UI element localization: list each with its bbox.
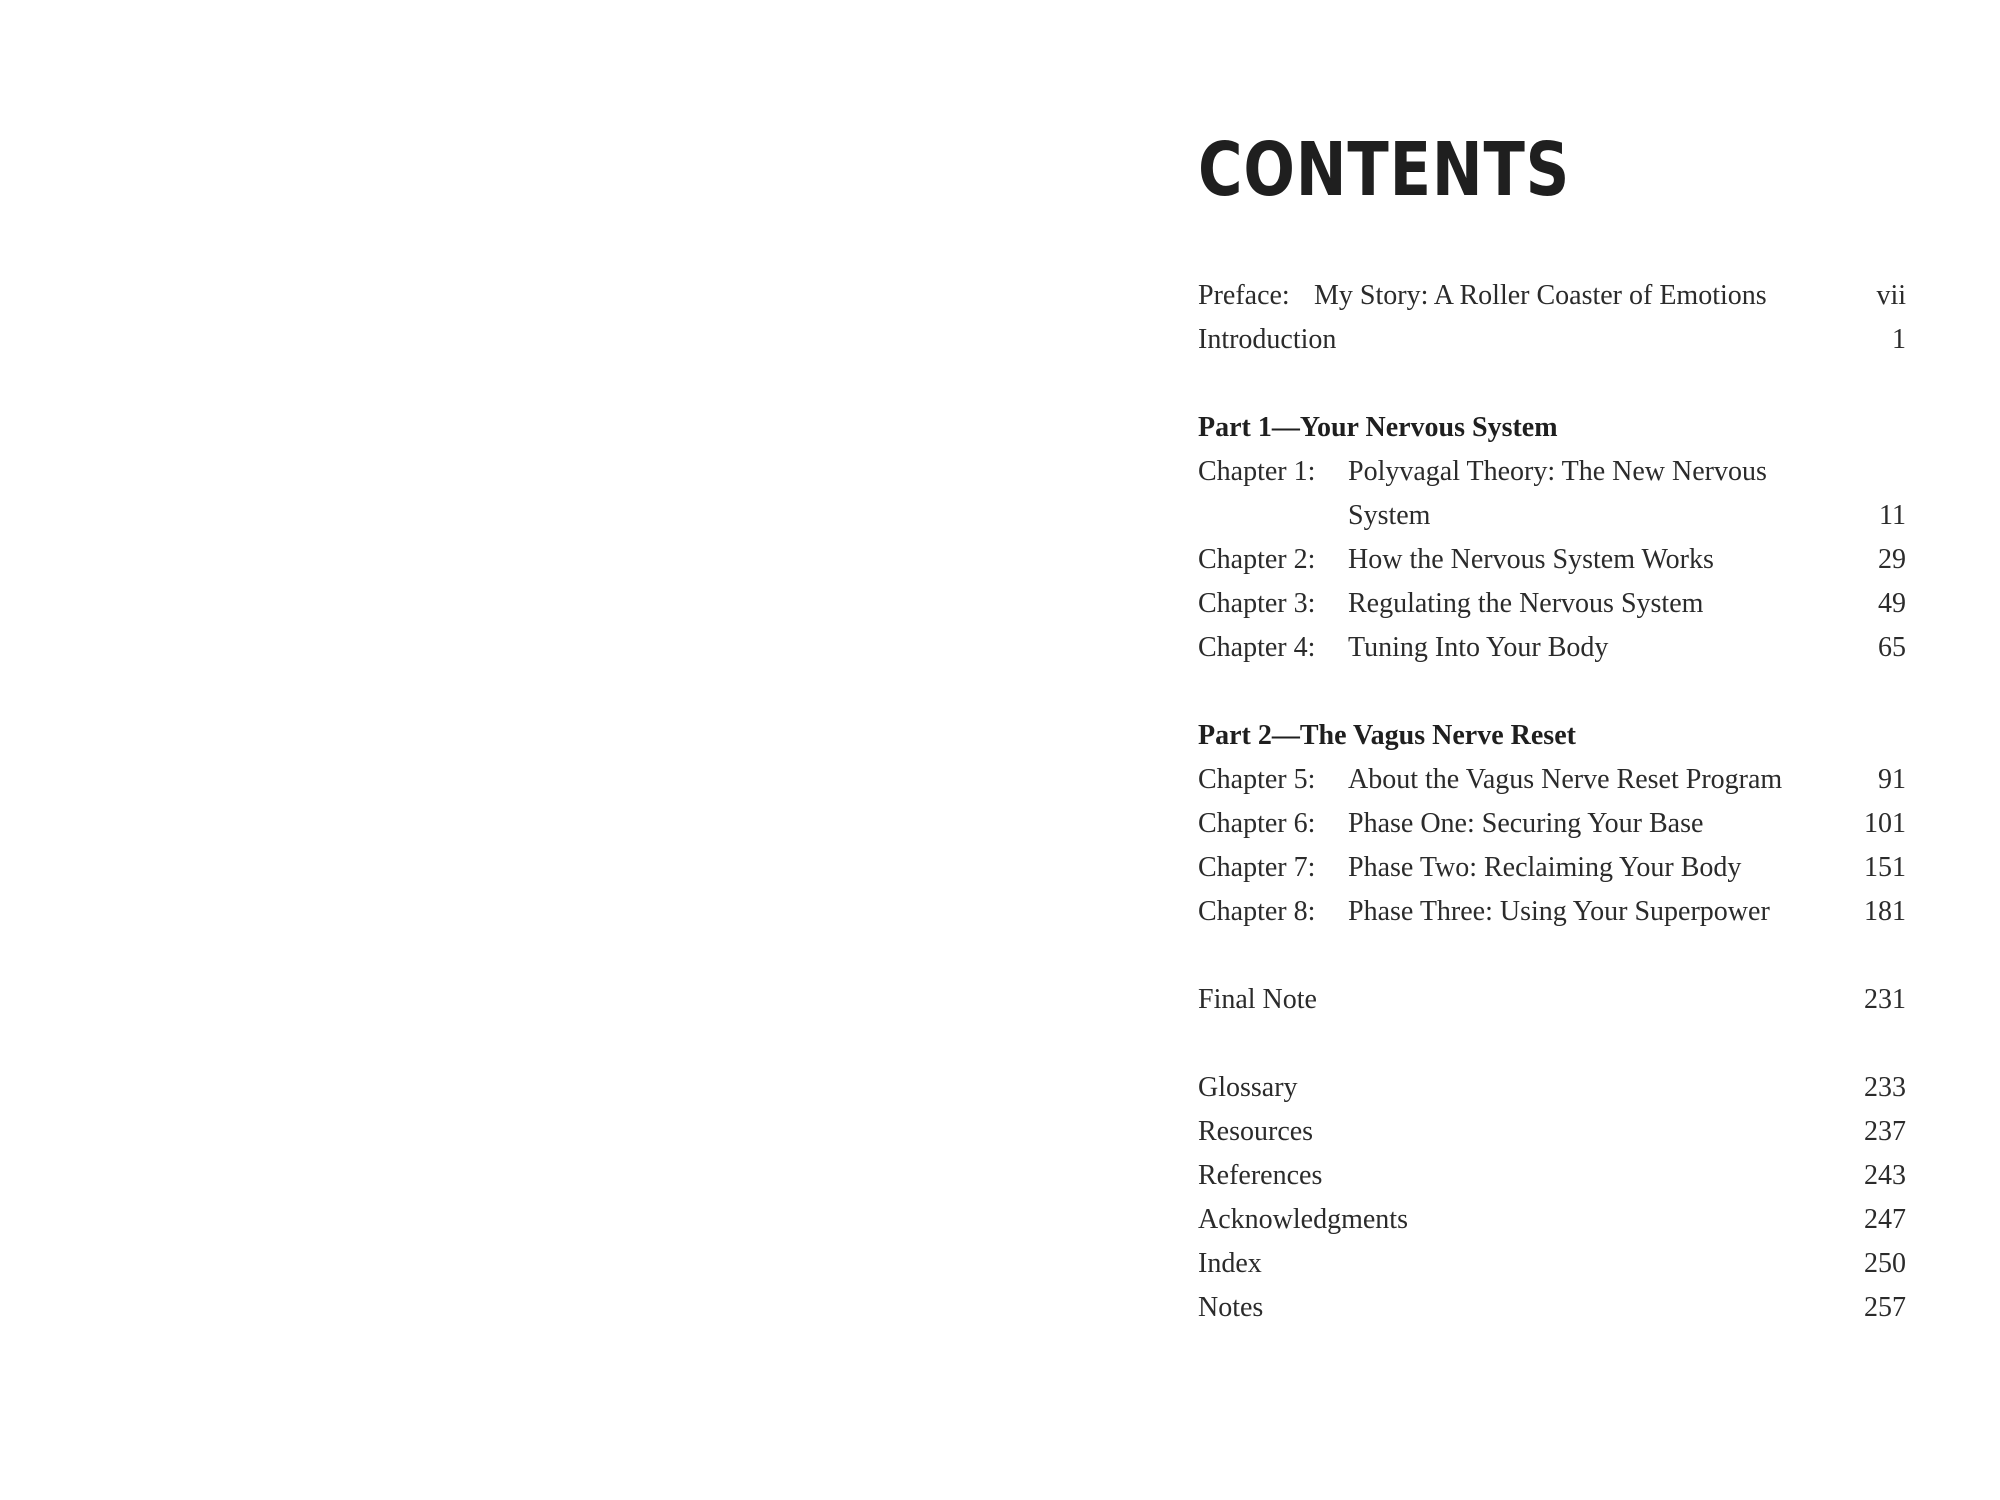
spacer [1198, 670, 1906, 714]
entry-label: Chapter 1: [1198, 456, 1316, 487]
entry-page-number: 49 [1878, 588, 1906, 619]
entry-page-number: 29 [1878, 544, 1906, 575]
entry-title: Glossary [1198, 1072, 1298, 1103]
toc-entry-glossary[interactable] [1198, 1066, 1906, 1110]
toc-entry-chapter-7[interactable] [1198, 846, 1906, 890]
entry-page-number: vii [1876, 280, 1906, 311]
entry-title: Phase Two: Reclaiming Your Body [1348, 852, 1742, 883]
part-title: Part 1—Your Nervous System [1198, 412, 1558, 443]
toc-entry-chapter-6[interactable] [1198, 802, 1906, 846]
toc-entry-chapter-8[interactable] [1198, 890, 1906, 934]
entry-title: References [1198, 1160, 1323, 1191]
entry-page-number: 65 [1878, 632, 1906, 663]
toc-entry-chapter-4[interactable] [1198, 626, 1906, 670]
entry-page-number: 11 [1879, 500, 1906, 531]
entry-title: Tuning Into Your Body [1348, 632, 1609, 663]
entry-title: Phase One: Securing Your Base [1348, 808, 1704, 839]
entry-title: How the Nervous System Works [1348, 544, 1714, 575]
toc-entry-chapter-1-continued[interactable] [1198, 494, 1906, 538]
entry-page-number: 257 [1864, 1292, 1906, 1323]
entry-page-number: 250 [1864, 1248, 1906, 1279]
entry-label: Chapter 4: [1198, 632, 1316, 663]
entry-page-number: 151 [1864, 852, 1906, 883]
toc-entry-preface[interactable] [1198, 274, 1906, 318]
part-title: Part 2—The Vagus Nerve Reset [1198, 720, 1576, 751]
toc-entry-final-note[interactable] [1198, 978, 1906, 1022]
spacer [1198, 1022, 1906, 1066]
toc-entry-chapter-3[interactable] [1198, 582, 1906, 626]
entry-title: Acknowledgments [1198, 1204, 1408, 1235]
entry-label: Preface: [1198, 280, 1290, 311]
entry-page-number: 1 [1892, 324, 1906, 355]
page-title: CONTENTS [1198, 127, 1571, 213]
entry-title: Notes [1198, 1292, 1264, 1323]
entry-page-number: 101 [1864, 808, 1906, 839]
entry-label: Chapter 3: [1198, 588, 1316, 619]
entry-title: My Story: A Roller Coaster of Emotions [1314, 280, 1767, 311]
entry-label: Chapter 2: [1198, 544, 1316, 575]
toc-entry-chapter-5[interactable] [1198, 758, 1906, 802]
entry-title: Final Note [1198, 984, 1317, 1015]
toc-entry-chapter-2[interactable] [1198, 538, 1906, 582]
entry-page-number: 237 [1864, 1116, 1906, 1147]
table-of-contents [1198, 274, 1906, 1330]
entry-title: Index [1198, 1248, 1262, 1279]
entry-title: About the Vagus Nerve Reset Program [1348, 764, 1783, 795]
entry-label: Chapter 5: [1198, 764, 1316, 795]
entry-title: Introduction [1198, 324, 1337, 355]
entry-page-number: 247 [1864, 1204, 1906, 1235]
entry-label: Chapter 8: [1198, 896, 1316, 927]
entry-page-number: 91 [1878, 764, 1906, 795]
toc-entry-notes[interactable] [1198, 1286, 1906, 1330]
toc-entry-resources[interactable] [1198, 1110, 1906, 1154]
entry-label: Chapter 6: [1198, 808, 1316, 839]
part-heading-2 [1198, 714, 1906, 758]
spacer [1198, 362, 1906, 406]
part-heading-1 [1198, 406, 1906, 450]
entry-page-number: 231 [1864, 984, 1906, 1015]
entry-title: Resources [1198, 1116, 1314, 1147]
entry-page-number: 181 [1864, 896, 1906, 927]
toc-entry-index[interactable] [1198, 1242, 1906, 1286]
toc-entry-introduction[interactable] [1198, 318, 1906, 362]
entry-title: Regulating the Nervous System [1348, 588, 1704, 619]
entry-title: Polyvagal Theory: The New Nervous [1348, 456, 1767, 487]
entry-label: Chapter 7: [1198, 852, 1316, 883]
toc-entry-references[interactable] [1198, 1154, 1906, 1198]
entry-page-number: 243 [1864, 1160, 1906, 1191]
entry-page-number: 233 [1864, 1072, 1906, 1103]
entry-title: Phase Three: Using Your Superpower [1348, 896, 1770, 927]
toc-entry-chapter-1[interactable] [1198, 450, 1906, 494]
toc-entry-acknowledgments[interactable] [1198, 1198, 1906, 1242]
entry-title-continued: System [1348, 500, 1431, 531]
spacer [1198, 934, 1906, 978]
